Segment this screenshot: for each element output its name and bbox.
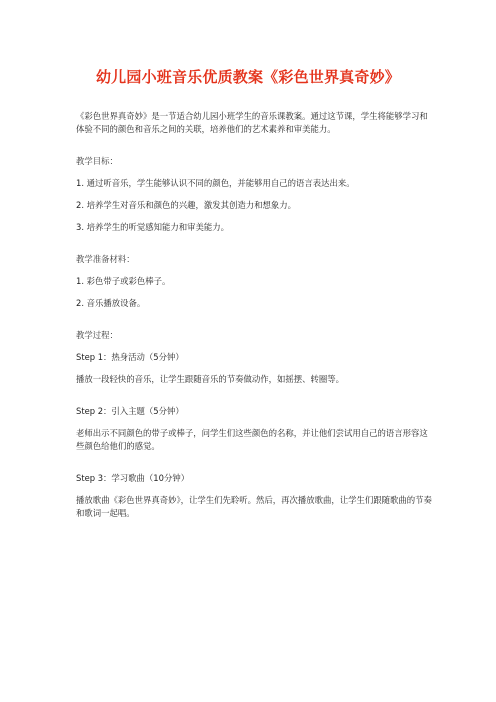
step-3-title: Step 3：学习歌曲（10分钟） [76,473,190,483]
intro-paragraph: 《彩色世界真奇妙》是一节适合幼儿园小班学生的音乐课教案。通过这节课，学生将能够学习和体验不同的颜色和音乐之间的关联，培养他们的艺术素养和审美能力。 [76,111,428,134]
goals-heading: 教学目标： [76,156,118,166]
step-1-text: 播放一段轻快的音乐，让学生跟随音乐的节奏做动作，如摇摆、转圈等。 [76,374,344,384]
step-3-text: 播放歌曲《彩色世界真奇妙》，让学生们先聆听。然后，再次播放歌曲，让学生们跟随歌曲的节奏和歌词一起唱。 [76,495,432,518]
step-2-text: 老师出示不同颜色的带子或棒子，问学生们这些颜色的名称，并让他们尝试用自己的语言形容这些颜色给他们的感觉。 [76,428,428,451]
goal-item-1: 1. 通过听音乐，学生能够认识不同的颜色，并能够用自己的语言表达出来。 [76,178,355,188]
goal-item-3: 3. 培养学生的听觉感知能力和审美能力。 [76,222,230,232]
material-item-2: 2. 音乐播放设备。 [76,298,146,308]
step-2-title: Step 2：引入主题（5分钟） [76,406,184,416]
step-1-title: Step 1：热身活动（5分钟） [76,352,184,362]
material-item-1: 1. 彩色带子或彩色棒子。 [76,276,171,286]
materials-heading: 教学准备材料： [76,254,135,264]
document-body [76,110,432,520]
goal-item-2: 2. 培养学生对音乐和颜色的兴趣，激发其创造力和想象力。 [76,200,297,210]
process-heading: 教学过程： [76,330,118,340]
document-title: 幼儿园小班音乐优质教案《彩色世界真奇妙》 [95,68,400,86]
